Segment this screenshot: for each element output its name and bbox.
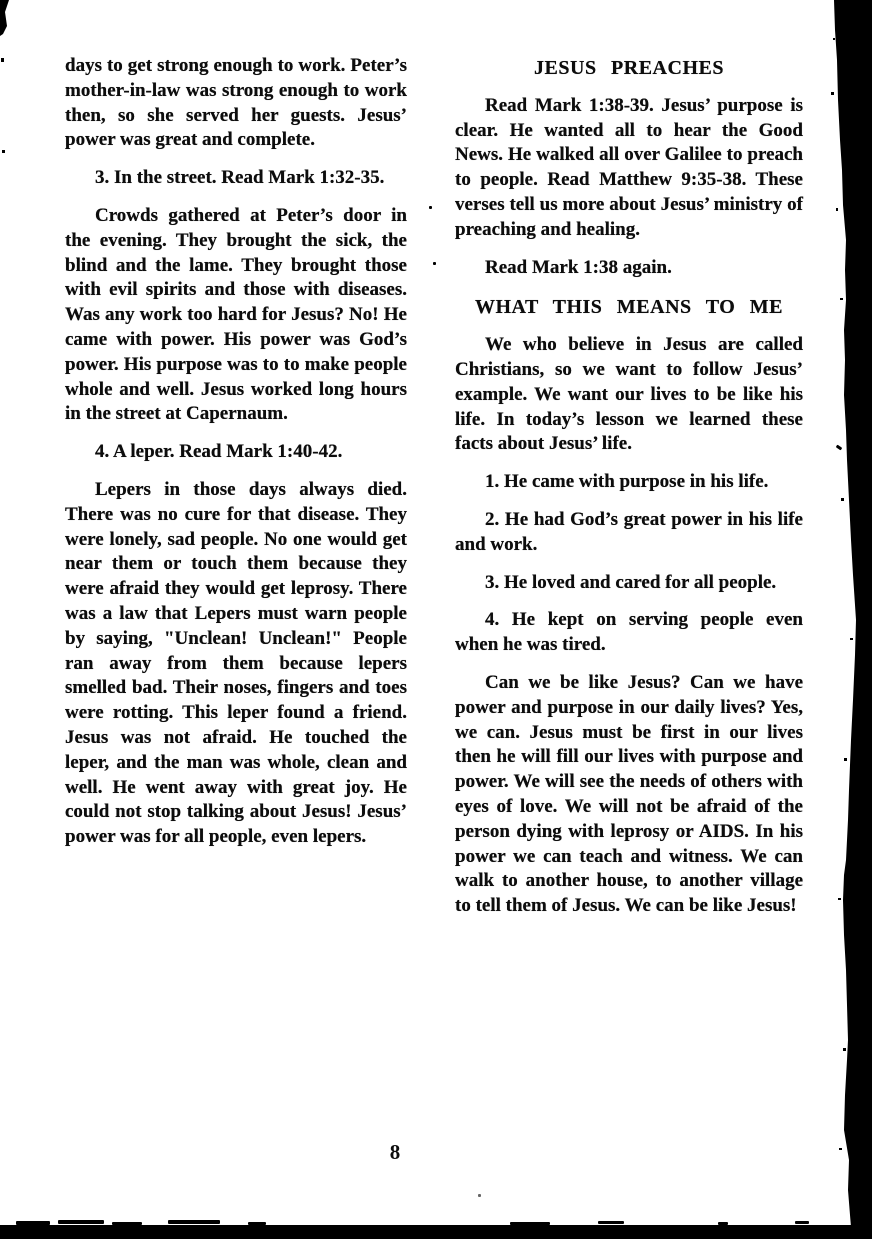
section-heading-what-this-means: WHAT THIS MEANS TO ME — [474, 296, 784, 319]
numbered-point-4-leper: 4. A leper. Read Mark 1:40-42. — [95, 441, 343, 463]
scan-corner-mark — [0, 0, 14, 160]
scan-speck — [112, 1222, 142, 1225]
paragraph: Read Mark 1:38-39. Jesus’ purpose is clear. He wanted all to hear the Good News. He walked all over Galilee to preach to people. Read Matthew 9:35-38. These verses tell us more about Jesus’ ministry of preaching and healing. — [455, 94, 803, 240]
scan-speck — [248, 1222, 266, 1225]
scan-speck — [58, 1220, 104, 1224]
scan-speck — [478, 1194, 481, 1197]
list-item-3: 3. He loved and cared for all people. — [485, 571, 777, 593]
paragraph: Read Mark 1:38 again. — [485, 256, 672, 278]
list-item-2: 2. He had God’s great power in his life and work. — [455, 508, 803, 555]
scan-edge-bottom-bar — [0, 1225, 872, 1239]
paragraph: Lepers in those days always died. There was no cure for that disease. They were lonely, sad people. No one would get near them or touch them because they were afraid they would get leprosy. There was a law that Lepers must warn people by saying, "Unclean! Unclean!" People ran away from them because lepers smelled bad. Their noses, fingers and toes were rotting. This leper found a friend. Jesus was not afraid. He touched the leper, and the man was whole, clean and well. He went away with great joy. He could not stop talking about Jesus! Jesus’ power was for all people, even lepers. — [65, 478, 407, 848]
right-column — [455, 54, 803, 919]
scan-speck — [16, 1221, 50, 1225]
section-heading-jesus-preaches: JESUS PREACHES — [534, 57, 724, 79]
scan-speck — [168, 1220, 220, 1224]
numbered-point-3-street: 3. In the street. Read Mark 1:32-35. — [95, 167, 385, 189]
two-column-text — [65, 54, 803, 919]
page-number: 8 — [389, 1140, 401, 1164]
scan-speck — [598, 1221, 624, 1224]
left-column — [65, 54, 407, 919]
scan-speck — [429, 206, 432, 209]
list-item-1: 1. He came with purpose in his life. — [485, 471, 769, 493]
scan-edge-right-band — [822, 0, 872, 1239]
list-item-4: 4. He kept on serving people even when he was tired. — [455, 609, 803, 656]
scan-speck — [795, 1221, 809, 1224]
paragraph: Can we be like Jesus? Can we have power and purpose in our daily lives? Yes, we can. Jesus must be first in our lives then he will fill our lives with purpose and power. We will see the needs of others with eyes of love. We will not be afraid of the person dying with leprosy or AIDS. In his power we can teach and witness. We can walk to another house, to another village to tell them of Jesus. We can be like Jesus! — [455, 671, 803, 917]
paragraph: Crowds gathered at Peter’s door in the evening. They brought the sick, the blind and the lame. They brought those with evil spirits and those with diseases. Was any work too hard for Jesus? No! He came with power. His power was God’s power. His purpose was to to make people whole and well. Jesus worked long hours in the street at Capernaum. — [65, 204, 407, 425]
scan-speck — [718, 1222, 728, 1225]
scan-speck — [433, 262, 436, 265]
paragraph: We who believe in Jesus are called Christians, so we want to follow Jesus’ example. We want our lives to be like his life. In today’s lesson we learned these facts about Jesus’ life. — [455, 334, 803, 455]
paragraph: days to get strong enough to work. Peter’s mother-in-law was strong enough to work then, so she served her guests. Jesus’ power was great and complete. — [65, 55, 407, 151]
scan-speck — [510, 1222, 550, 1225]
